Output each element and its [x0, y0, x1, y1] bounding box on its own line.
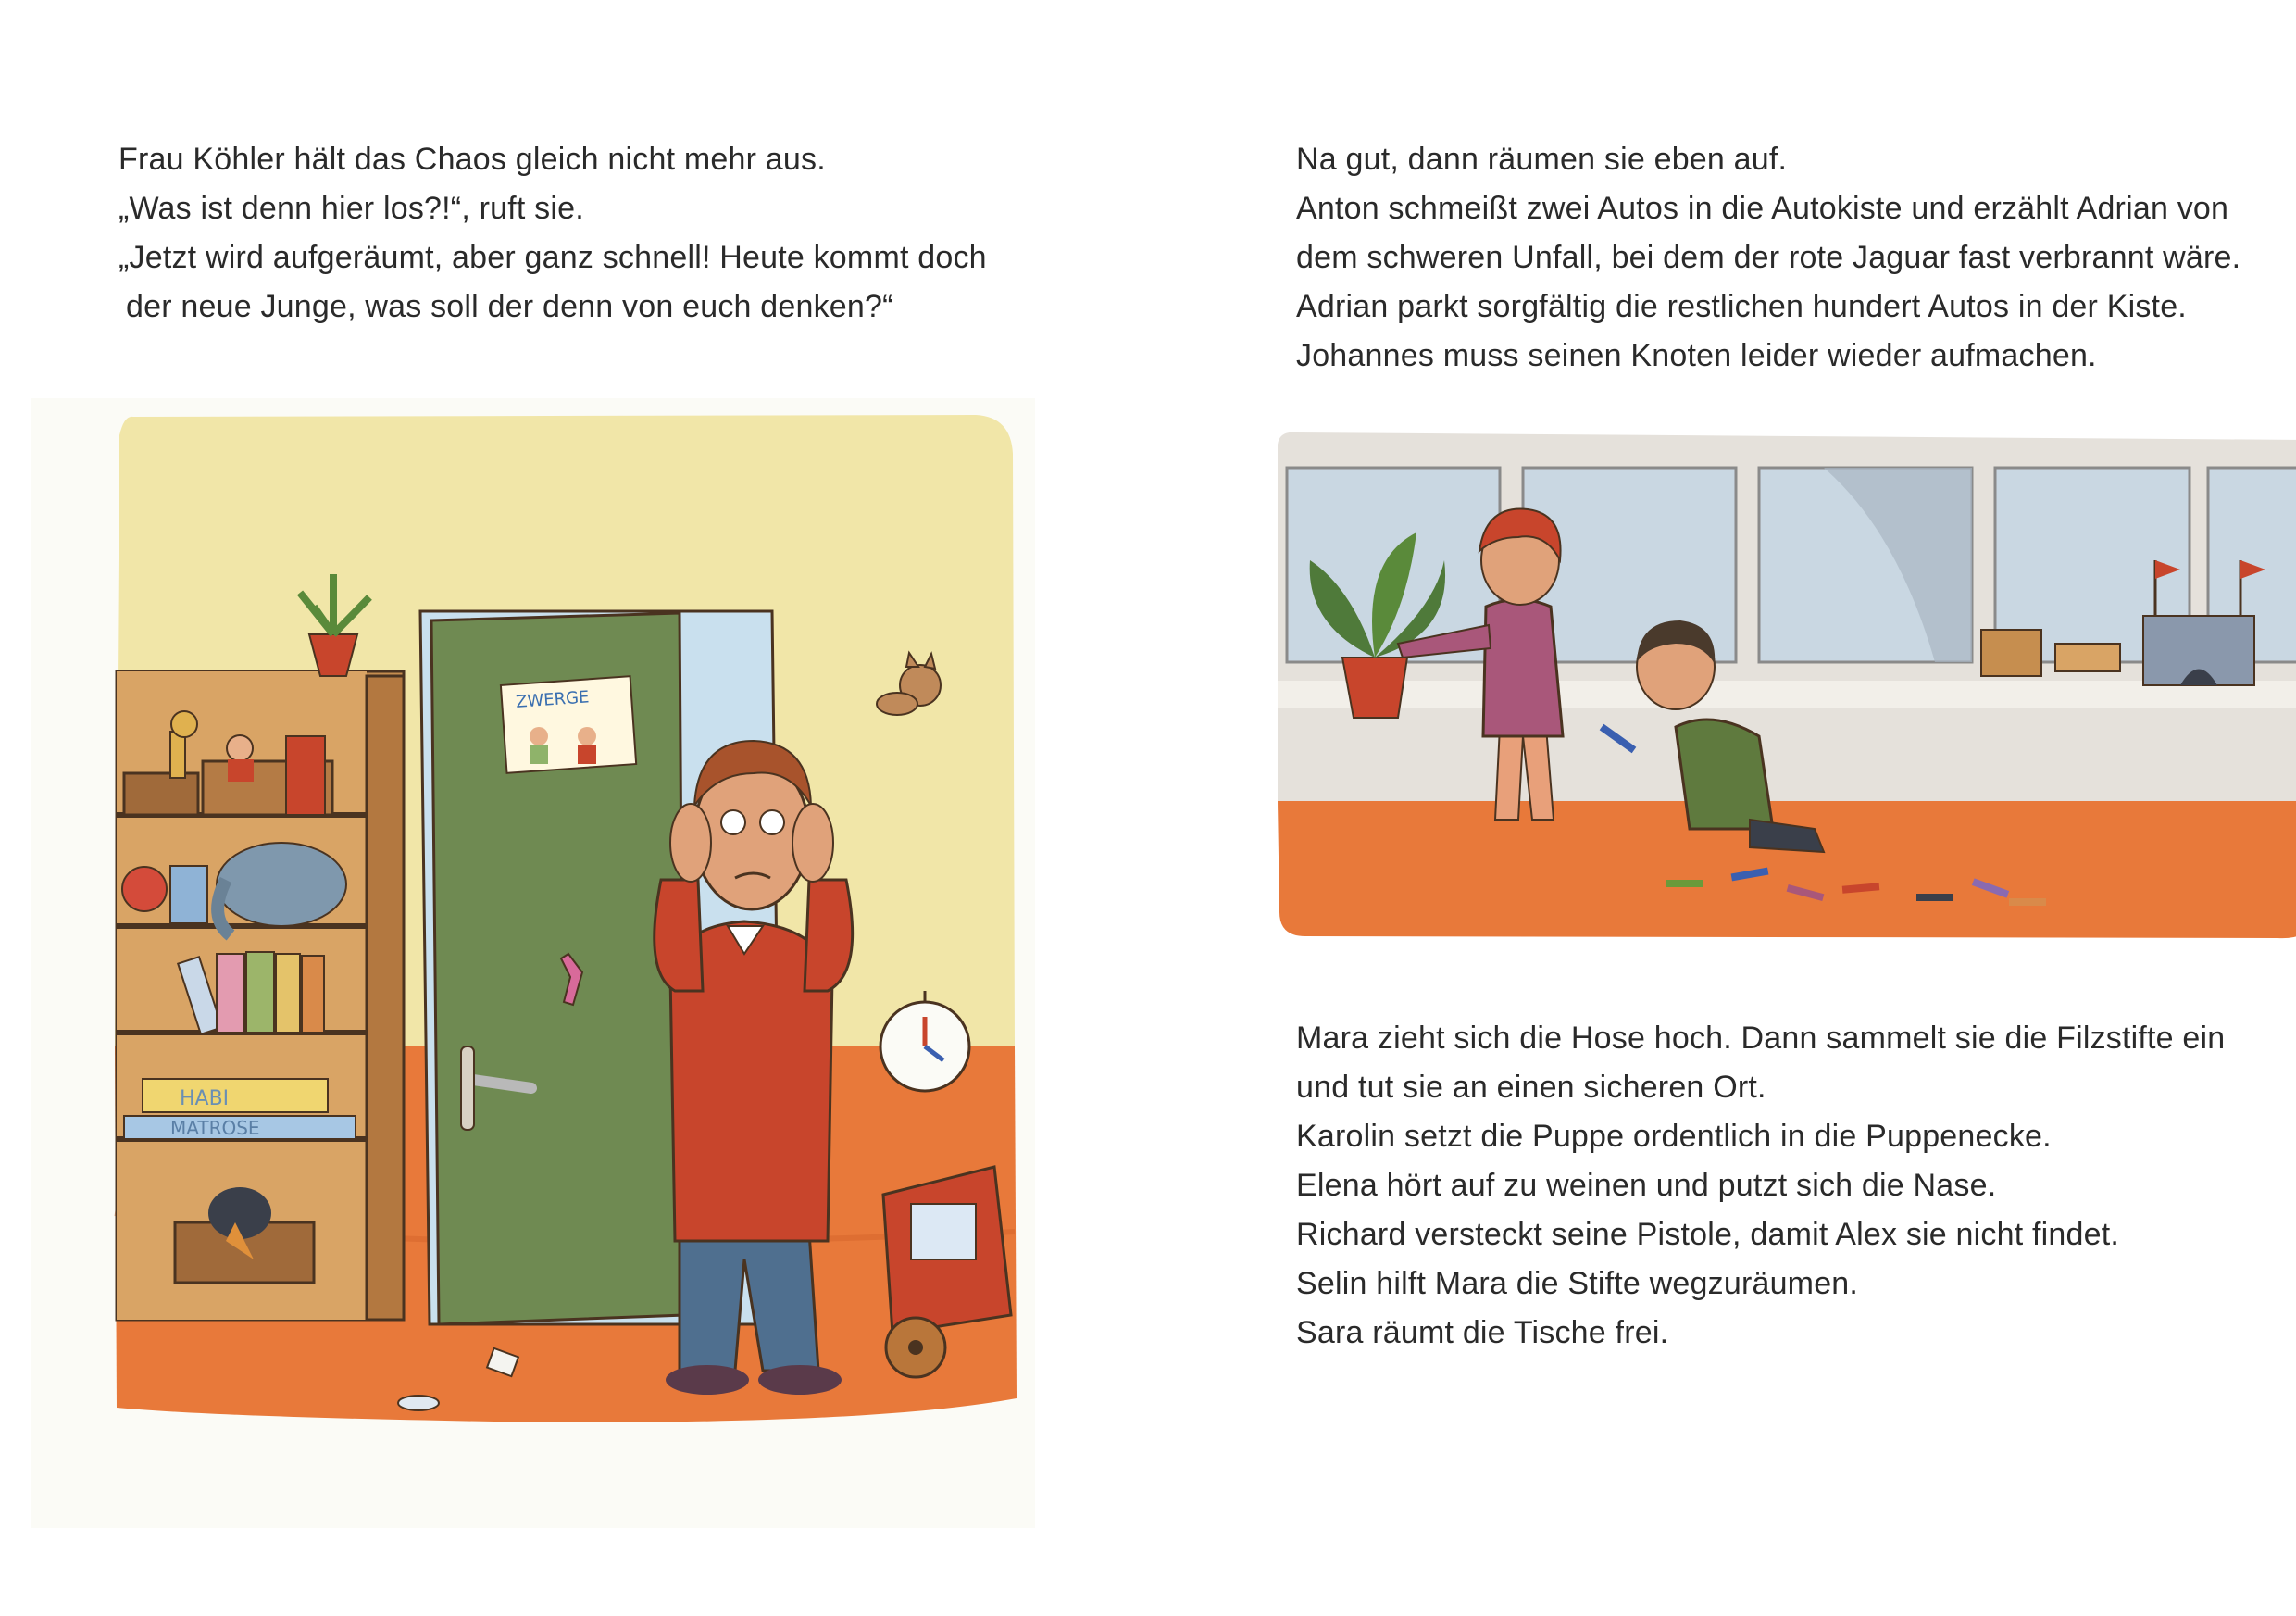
right-page — [1148, 0, 2296, 1616]
right-page-text-bottom — [1296, 1014, 2225, 1358]
text-line: Elena hört auf zu weinen und putzt sich die Nase. — [1296, 1168, 1997, 1203]
illustration-children-tidying — [1268, 421, 2296, 958]
illustration-teacher-room — [31, 398, 1035, 1528]
text-line: und tut sie an einen sicheren Ort. — [1296, 1070, 1766, 1105]
text-line: „Jetzt wird aufgeräumt, aber ganz schnell! Heute kommt doch — [119, 240, 987, 275]
text-line: Frau Köhler hält das Chaos gleich nicht mehr aus. — [119, 142, 826, 177]
text-line: der neue Junge, was soll der denn von euch denken?“ — [126, 289, 893, 324]
text-line: „Was ist denn hier los?!“, ruft sie. — [119, 191, 584, 226]
text-line: Karolin setzt die Puppe ordentlich in die Puppenecke. — [1296, 1119, 2052, 1154]
text-line: Johannes muss seinen Knoten leider wieder aufmachen. — [1296, 338, 2097, 373]
text-line: Mara zieht sich die Hose hoch. Dann sammelt sie die Filzstifte ein — [1296, 1021, 2226, 1056]
text-line: dem schweren Unfall, bei dem der rote Jaguar fast verbrannt wäre. — [1296, 240, 2241, 275]
text-line: Anton schmeißt zwei Autos in die Autokiste und erzählt Adrian von — [1296, 191, 2229, 226]
text-line: Na gut, dann räumen sie eben auf. — [1296, 142, 1788, 177]
game-box-label: HABI — [180, 1087, 230, 1110]
door-sign: ZWERGE — [515, 687, 591, 712]
right-page-text-top — [1296, 135, 2240, 381]
bookshelf — [117, 671, 404, 1320]
game-box-label: MATROSE — [170, 1117, 260, 1139]
left-page-text — [119, 135, 987, 332]
text-line: Selin hilft Mara die Stifte wegzuräumen. — [1296, 1266, 1859, 1301]
text-line: Adrian parkt sorgfältig die restlichen hundert Autos in der Kiste. — [1296, 289, 2187, 324]
text-line: Richard versteckt seine Pistole, damit Alex sie nicht findet. — [1296, 1217, 2120, 1252]
text-line: Sara räumt die Tische frei. — [1296, 1315, 1669, 1350]
